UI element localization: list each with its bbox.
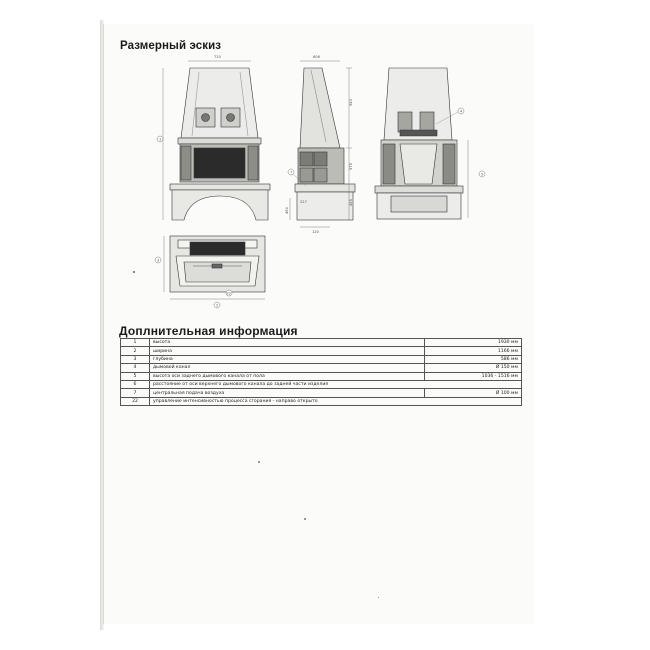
scan-speck — [133, 271, 135, 273]
row-parameter: высота оси заднего дымового канала от пола — [150, 372, 425, 380]
row-parameter: управление интенсивностью процесса сгорания - направо открыто — [150, 397, 425, 405]
table-row — [121, 372, 522, 380]
scan-speck — [304, 518, 306, 520]
scan-speck — [378, 597, 379, 598]
dim-height-mid: 575 — [349, 163, 353, 170]
callout-3: 3 — [157, 258, 160, 263]
callout-7: 7 — [290, 170, 293, 175]
dim-front-width: 720 — [214, 55, 221, 59]
row-value: 1930 мм — [425, 339, 522, 347]
rear-view-drawing — [375, 68, 485, 219]
callout-1: 1 — [159, 137, 162, 142]
row-value: 1036 - 1516 мм — [425, 372, 522, 380]
side-view-drawing — [288, 61, 355, 227]
row-number: 1 — [121, 339, 150, 347]
row-parameter: центральная подача воздуха — [150, 389, 425, 397]
row-parameter: дымовой канал — [150, 364, 425, 372]
row-number: 2 — [121, 347, 150, 355]
row-number: 5 — [121, 372, 150, 380]
row-value: 586 мм — [425, 355, 522, 363]
table-row — [121, 380, 522, 388]
row-number: 22 — [121, 397, 150, 405]
row-number: 4 — [121, 364, 150, 372]
callout-5: 5 — [481, 172, 484, 177]
table-row — [121, 397, 522, 405]
table-row — [121, 339, 522, 347]
row-value — [425, 380, 522, 388]
table-row — [121, 347, 522, 355]
callout-4: 4 — [460, 109, 463, 114]
front-view-drawing — [157, 61, 270, 220]
row-parameter: высота — [150, 339, 425, 347]
table-row — [121, 355, 522, 363]
callout-2: 2 — [216, 303, 219, 308]
row-value: 1166 мм — [425, 347, 522, 355]
row-parameter: расстояние от оси верхнего дымового канала до задней части изделия — [150, 380, 425, 388]
table-row — [121, 389, 522, 397]
dim-height-low: 455 — [349, 199, 353, 206]
table-row — [121, 364, 522, 372]
spec-table — [120, 338, 522, 406]
dim-side-small: 227 — [300, 200, 307, 204]
row-number: 7 — [121, 389, 150, 397]
row-number: 6 — [121, 380, 150, 388]
row-parameter: глубина — [150, 355, 425, 363]
plan-view-drawing — [155, 236, 265, 308]
row-number: 3 — [121, 355, 150, 363]
row-value: Ø 100 мм — [425, 389, 522, 397]
scan-speck — [258, 461, 260, 463]
sketch-heading: Размерный эскиз — [120, 40, 222, 52]
dim-side-width: 606 — [313, 55, 320, 59]
row-value — [425, 397, 522, 405]
dim-side-bottom: 120 — [312, 230, 319, 234]
info-heading: Доплнительная информация — [119, 324, 298, 338]
dim-height-upper: 943 — [349, 99, 353, 106]
row-value: Ø 150 мм — [425, 364, 522, 372]
callout-22: 22 — [226, 291, 232, 296]
dim-side-left: 460 — [285, 207, 289, 214]
row-parameter: ширина — [150, 347, 425, 355]
